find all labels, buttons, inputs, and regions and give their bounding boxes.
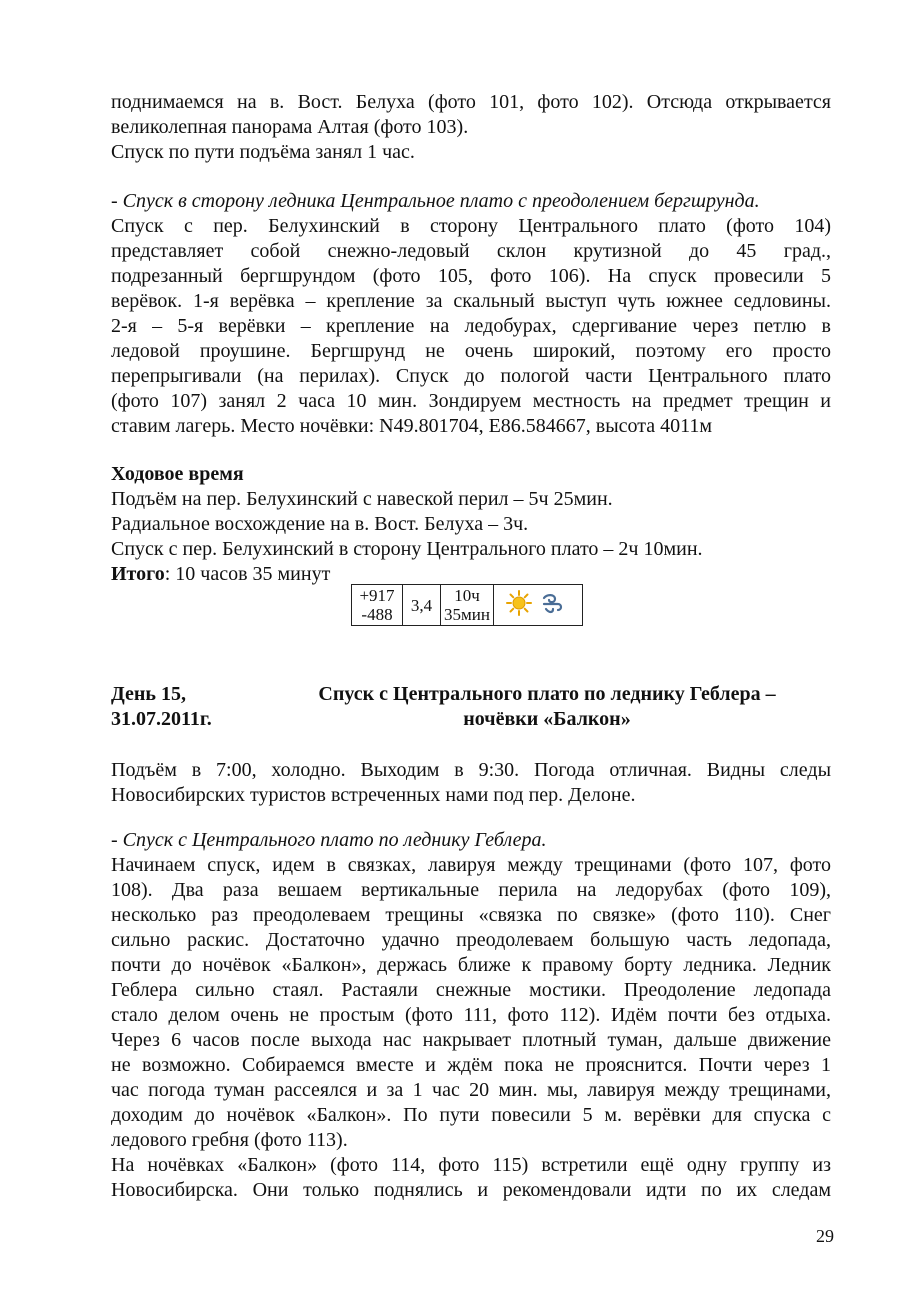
text-line: великолепная панорама Алтая (фото 103). — [111, 116, 469, 138]
distance-cell — [403, 585, 441, 626]
day-title-line-2: ночёвки «Балкон» — [463, 708, 631, 730]
paragraph-3 — [111, 758, 831, 808]
text-line: 2-я – 5-я верёвки – крепление на ледобурах, сдергивание через петлю в — [111, 315, 831, 337]
text-line: Новосибирских туристов встреченных нами под пер. Делоне. — [111, 784, 636, 806]
text-line: верёвок. 1-я верёвка – крепление за скальный выступ чуть южнее седловины. — [111, 290, 831, 312]
text-line: Начинаем спуск, идем в связках, лавируя между трещинами (фото 107, фото — [111, 854, 831, 876]
distance-value: 3,4 — [410, 595, 433, 615]
paragraph-4 — [111, 853, 831, 1203]
text-line: сильно раскис. Достаточно удачно преодолеваем большую часть ледопада, — [111, 929, 831, 951]
paragraph-2 — [111, 214, 831, 439]
paragraph-1 — [111, 90, 831, 165]
walking-time-line: Подъём на пер. Белухинский с навеской перил – 5ч 25мин. — [111, 488, 613, 510]
text-line: доходим до ночёвок «Балкон». По пути повесили 5 м. верёвки для спуска с — [111, 1104, 831, 1126]
text-line: поднимаемся на в. Вост. Белуха (фото 101, фото 102). Отсюда открывается — [111, 91, 831, 113]
text-line: стало делом очень не простым (фото 111, фото 112). Идём почти без отдыха. — [111, 1004, 831, 1026]
page-number: 29 — [816, 1226, 834, 1246]
text-line: Геблера сильно стаял. Растаяли снежные мостики. Преодоление ледопада — [111, 979, 831, 1001]
text-line: Спуск по пути подъёма занял 1 час. — [111, 141, 415, 163]
section-heading-text: - Спуск в сторону ледника Центральное плато с преодолением бергшрунда. — [111, 190, 760, 212]
text-line: почти до ночёвок «Балкон», держась ближе к правому борту ледника. Ледник — [111, 954, 831, 976]
elevation-cell — [352, 585, 403, 626]
total-value: : 10 часов 35 минут — [164, 563, 331, 585]
text-line: перепрыгивали (на перилах). Спуск до пологой части Центрального плато — [111, 365, 831, 387]
text-line: Спуск с пер. Белухинский в сторону Центрального плато (фото 104) — [111, 215, 831, 237]
text-line: ставим лагерь. Место ночёвки: N49.801704, E86.584667, высота 4011м — [111, 415, 713, 437]
walking-time-line: Радиальное восхождение на в. Вост. Белуха – 3ч. — [111, 513, 529, 535]
text-line: ледового гребня (фото 113). — [111, 1129, 348, 1151]
walking-time-line: Спуск с пер. Белухинский в сторону Центрального плато – 2ч 10мин. — [111, 538, 703, 560]
weather-cell — [494, 585, 583, 626]
text-line: Новосибирска. Они только поднялись и рекомендовали идти по их следам — [111, 1179, 831, 1201]
day-date: 31.07.2011г. — [111, 708, 212, 730]
text-line: На ночёвках «Балкон» (фото 114, фото 115) встретили ещё одну группу из — [111, 1154, 831, 1176]
text-line: час погода туман рассеялся и за 1 час 20 мин. мы, лавируя между трещинами, — [111, 1079, 831, 1101]
text-line: подрезанный бергшрундом (фото 105, фото 106). На спуск провесили 5 — [111, 265, 831, 287]
text-line: Подъём в 7:00, холодно. Выходим в 9:30. Погода отличная. Видны следы — [111, 759, 831, 781]
text-line: ледовой проушине. Бергшрунд не очень широкий, поэтому его просто — [111, 340, 831, 362]
day-number: День 15, — [111, 683, 186, 705]
text-line: несколько раз преодолеваем трещины «связка по связке» (фото 110). Снег — [111, 904, 831, 926]
walking-time-block — [111, 462, 831, 587]
section-heading-descent-to-plateau — [111, 189, 831, 214]
text-line: не возможно. Собираемся вместе и ждём пока не прояснится. Почти через 1 — [111, 1054, 831, 1076]
weather-icons — [503, 588, 573, 618]
section-heading-gebler-glacier — [111, 828, 831, 853]
time-hours: 10ч — [454, 586, 480, 605]
elevation-loss: -488 — [361, 605, 393, 624]
wind-icon — [544, 595, 561, 612]
elevation-gain: +917 — [359, 586, 395, 605]
text-line: представляет собой снежно-ледовый склон крутизной до 45 град., — [111, 240, 831, 262]
time-cell — [441, 585, 494, 626]
day-title-line-1: Спуск с Центрального плато по леднику Геблера – — [318, 683, 776, 705]
text-line: 108). Два раза вешаем вертикальные перила на ледорубах (фото 109), — [111, 879, 831, 901]
section-heading-text: - Спуск с Центрального плато по леднику Геблера. — [111, 829, 547, 851]
walking-time-heading: Ходовое время — [111, 463, 244, 485]
sun-icon — [507, 591, 531, 615]
day-stats-table — [351, 584, 583, 626]
text-line: Через 6 часов после выхода нас накрывает плотный туман, дальше движение — [111, 1029, 831, 1051]
total-label: Итого — [111, 563, 165, 585]
time-minutes: 35мин — [444, 605, 490, 624]
text-line: (фото 107) занял 2 часа 10 мин. Зондируем местность на предмет трещин и — [111, 390, 831, 412]
